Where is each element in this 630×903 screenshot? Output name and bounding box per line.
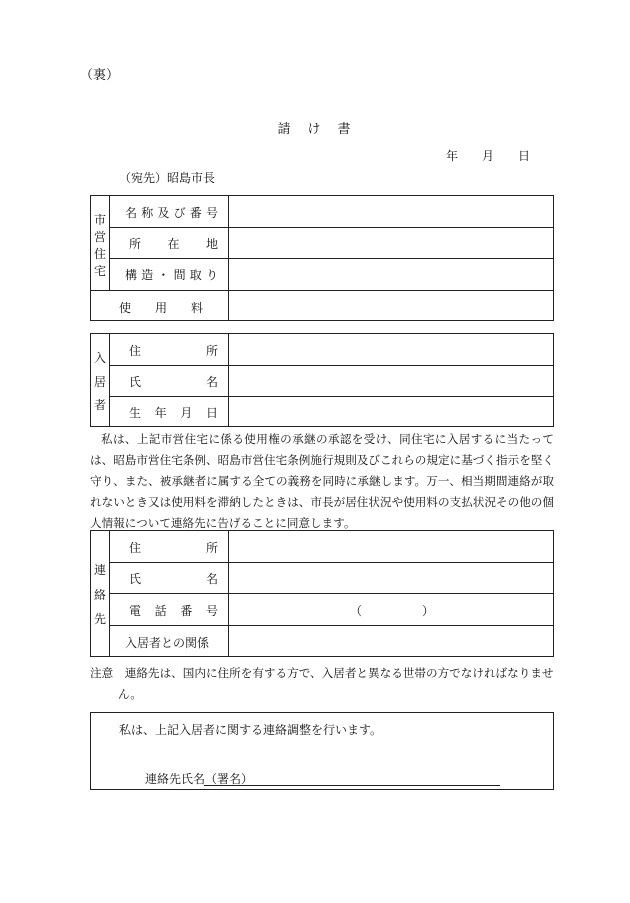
document-title: 請 け 書	[277, 122, 353, 137]
date-year: 年	[446, 149, 459, 163]
resident-name-label: 氏 名	[129, 375, 218, 389]
contact-note: 注意 連絡先は、国内に住所を有する方で、入居者と異なる世帯の方でなければなりません。	[90, 666, 554, 701]
contact-name-label: 氏 名	[129, 572, 218, 586]
contact-relationship-label: 入居者との関係	[125, 636, 210, 650]
resident-table	[90, 333, 554, 427]
resident-address-label: 住 所	[129, 344, 218, 358]
contact-group-label: 連 絡 先	[93, 563, 106, 626]
date-day: 日	[518, 149, 531, 163]
addressee: （宛先）昭島市長	[119, 171, 216, 185]
signature-label: 連絡先氏名（署名）	[145, 772, 254, 786]
coordination-statement: 私は、上記入居者に関する連絡調整を行います。	[119, 723, 383, 737]
coordination-box	[90, 712, 554, 790]
contact-phone-label: 電 話 番 号	[129, 604, 218, 618]
housing-group-label: 市 営 住 宅	[93, 213, 106, 278]
declaration-text: 私は、上記市営住宅に係る使用権の承継の承認を受け、同住宅に入居するに当たっては、昭島市営住宅条例、昭島市営住宅条例施行規則及びこれらの規定に基づく指示を堅く守り、また、被承継者に属する全ての義務を同時に承継します。万一、相当期間連絡が取れないとき又は使用料を滞納したときは、市長が居住状況や使用料の支払状況その他の個人情報について連絡先に告げることに同意します。	[90, 432, 554, 530]
page-label: （裏）	[80, 68, 120, 83]
resident-birthdate-label: 生 年 月 日	[129, 406, 218, 420]
housing-name-label: 名 称 及 び 番 号	[125, 206, 218, 220]
housing-layout-label: 構 造 ・ 間 取 り	[125, 268, 218, 282]
housing-table	[90, 195, 554, 321]
signature-underline	[204, 785, 500, 786]
contact-table	[90, 530, 554, 657]
contact-address-label: 住 所	[129, 541, 218, 555]
contact-phone-field[interactable]: （ ）	[349, 604, 434, 618]
usage-fee-label: 使 用 料	[119, 301, 203, 315]
date-month: 月	[482, 149, 495, 163]
resident-group-label: 入 居 者	[93, 351, 106, 412]
housing-address-label: 所 在 地	[129, 237, 218, 251]
